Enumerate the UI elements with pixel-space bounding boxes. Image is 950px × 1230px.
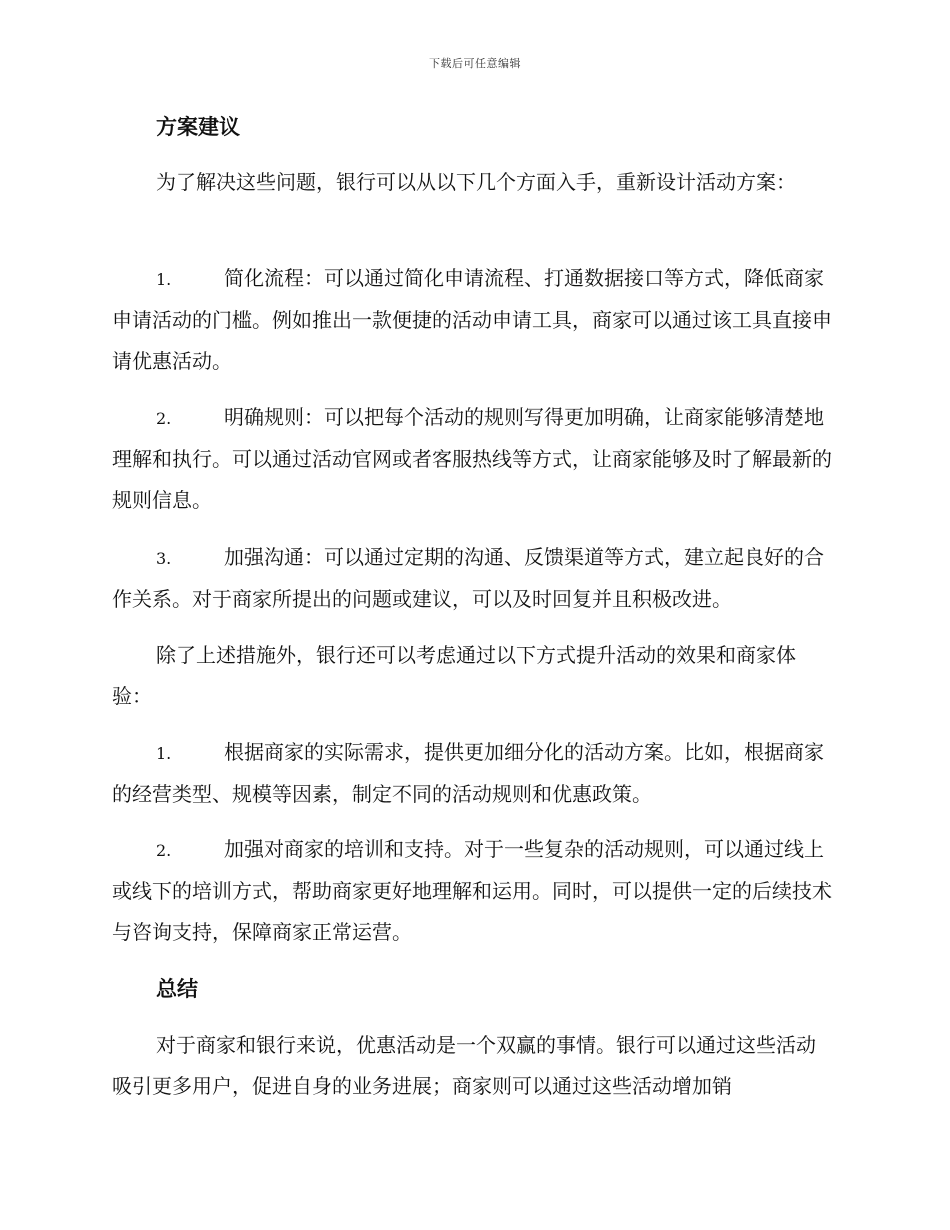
section-heading-proposal: 方案建议 [156,115,240,139]
list-number: 2. [156,841,172,860]
list-number: 1. [156,744,172,763]
list-item [112,537,832,620]
page-header: 下载后可任意编辑 [429,57,521,70]
list-text: 加强沟通：可以通过定期的沟通、反馈渠道等方式，建立起良好的合作关系。对于商家所提出的问题或建议，可以及时回复并且积极改进。 [112,545,824,611]
list-text: 根据商家的实际需求，提供更加细分化的活动方案。比如，根据商家的经营类型、规模等因素，制定不同的活动规则和优惠政策。 [112,740,824,806]
list-text: 加强对商家的培训和支持。对于一些复杂的活动规则，可以通过线上或线下的培训方式，帮助商家更好地理解和运用。同时，可以提供一定的后续技术与咨询支持，保障商家正常运营。 [112,837,832,944]
list-item [112,732,832,815]
list-item [112,397,832,521]
list-number: 2. [156,409,172,428]
list-number: 1. [156,270,172,289]
list-text: 明确规则：可以把每个活动的规则写得更加明确，让商家能够清楚地理解和执行。可以通过活动官网或者客服热线等方式，让商家能够及时了解最新的规则信息。 [112,405,832,512]
intro-paragraph: 为了解决这些问题，银行可以从以下几个方面入手，重新设计活动方案： [156,170,796,194]
section-heading-summary: 总结 [156,977,198,1001]
list-number: 3. [156,549,172,568]
list-item [112,258,832,382]
list-item [112,829,832,953]
intro-paragraph-2: 除了上述措施外，银行还可以考虑通过以下方式提升活动的效果和商家体验： [112,643,796,708]
summary-paragraph: 对于商家和银行来说，优惠活动是一个双赢的事情。银行可以通过这些活动吸引更多用户，促进自身的业务进展；商家则可以通过这些活动增加销 [112,1033,816,1098]
list-text: 简化流程：可以通过简化申请流程、打通数据接口等方式，降低商家申请活动的门槛。例如推出一款便捷的活动申请工具，商家可以通过该工具直接申请优惠活动。 [112,266,832,373]
